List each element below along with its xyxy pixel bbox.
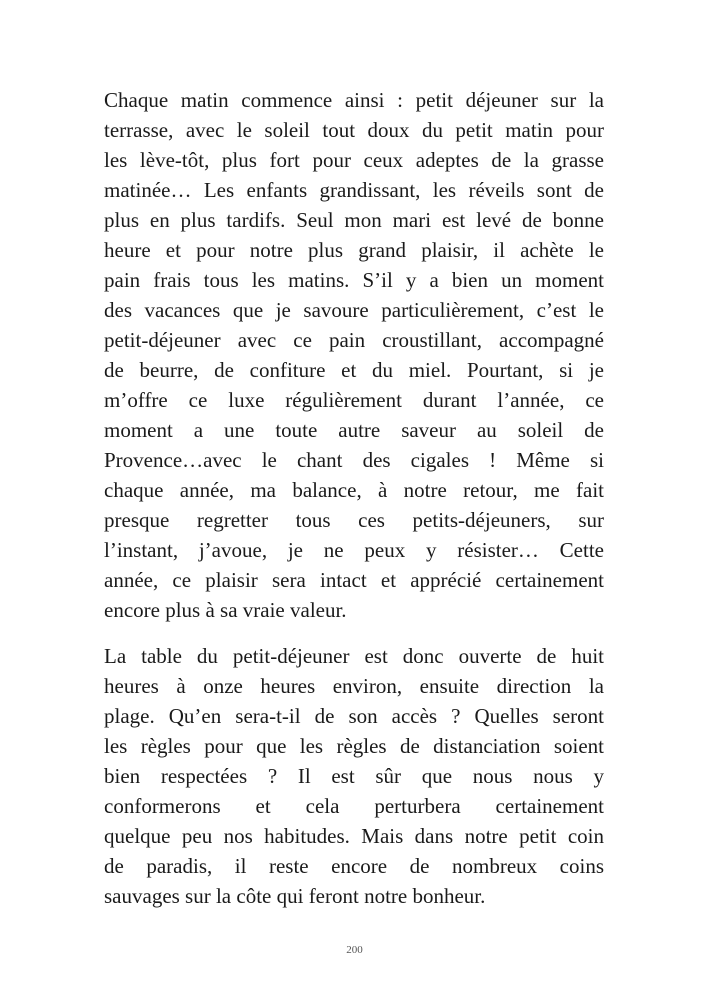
text-line: sauvages sur la côte qui feront notre bonheur. [104, 884, 486, 908]
text-line: Chaque matin commence ainsi : petit déjeuner sur la [104, 88, 604, 112]
text-line: les lève-tôt, plus fort pour ceux adeptes de la grasse [104, 148, 604, 172]
text-line: l’instant, j’avoue, je ne peux y résister… Cette [104, 538, 604, 562]
text-line: les règles pour que les règles de distanciation soient [104, 734, 604, 758]
text-line: des vacances que je savoure particulièrement, c’est le [104, 298, 604, 322]
text-line: chaque année, ma balance, à notre retour, me fait [104, 478, 604, 502]
paragraph-2 [104, 641, 604, 911]
text-line: matinée… Les enfants grandissant, les réveils sont de [104, 178, 604, 202]
text-line: conformerons et cela perturbera certainement [104, 794, 604, 818]
text-line: presque regretter tous ces petits-déjeuners, sur [104, 508, 604, 532]
text-line: pain frais tous les matins. S’il y a bien un moment [104, 268, 604, 292]
text-line: heures à onze heures environ, ensuite direction la [104, 674, 604, 698]
text-line: plage. Qu’en sera-t-il de son accès ? Quelles seront [104, 704, 604, 728]
text-line: Provence…avec le chant des cigales ! Même si [104, 448, 604, 472]
text-line: quelque peu nos habitudes. Mais dans notre petit coin [104, 824, 604, 848]
text-line: bien respectées ? Il est sûr que nous nous y [104, 764, 604, 788]
text-line: petit-déjeuner avec ce pain croustillant, accompagné [104, 328, 604, 352]
text-line: m’offre ce luxe régulièrement durant l’année, ce [104, 388, 604, 412]
text-line: de paradis, il reste encore de nombreux coins [104, 854, 604, 878]
text-line: année, ce plaisir sera intact et apprécié certainement [104, 568, 604, 592]
text-line: de beurre, de confiture et du miel. Pourtant, si je [104, 358, 604, 382]
paragraph-1 [104, 85, 604, 625]
page-number: 200 [346, 944, 363, 956]
text-line: moment a une toute autre saveur au soleil de [104, 418, 604, 442]
text-line: plus en plus tardifs. Seul mon mari est levé de bonne [104, 208, 604, 232]
text-line: La table du petit-déjeuner est donc ouverte de huit [104, 644, 604, 668]
text-line: heure et pour notre plus grand plaisir, il achète le [104, 238, 604, 262]
text-line: terrasse, avec le soleil tout doux du petit matin pour [104, 118, 604, 142]
text-line: encore plus à sa vraie valeur. [104, 598, 347, 622]
